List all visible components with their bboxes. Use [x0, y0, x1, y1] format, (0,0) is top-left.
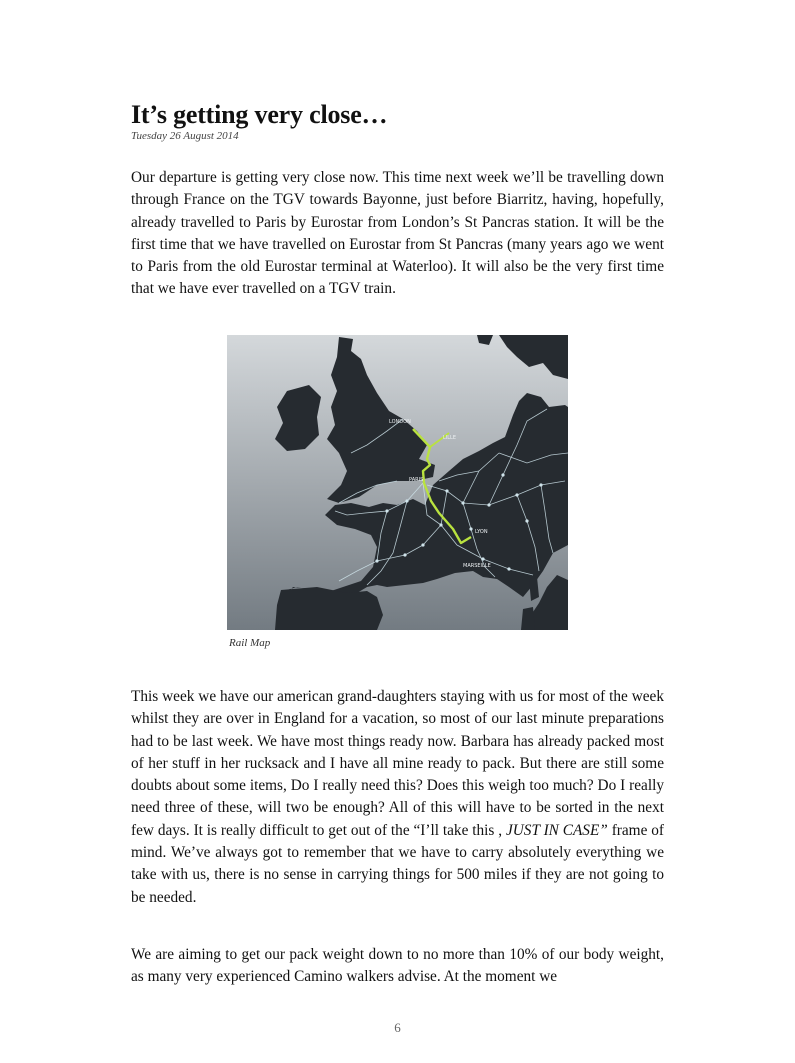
map-label-lille: LILLE: [443, 435, 456, 441]
just-in-case-phrase: JUST IN CASE”: [505, 821, 608, 839]
post-title: It’s getting very close…: [131, 100, 388, 129]
figure-caption: Rail Map: [229, 637, 271, 649]
map-label-lyon: LYON: [475, 529, 488, 535]
rail-map-image: [227, 335, 568, 630]
page-number: 6: [394, 1020, 401, 1035]
iberia-landmass: [275, 587, 383, 630]
map-label-marseille: MARSEILLE: [463, 563, 491, 569]
paragraph-departure: Our departure is getting very close now. This time next week we’ll be travelling down through France on the TGV towards Bayonne, just before Biarritz, having, hopefully, already travelled to Paris by Eurostar from London’s St Pancras station. It will be the first time that we have travelled on Eurostar from St Pancras (many years ago we went to Paris from the old Eurostar terminal at Waterloo). It will also be the very first time that we have ever travelled on a TGV train.: [131, 169, 664, 298]
preparations-text-before-quote: This week we have our american grand-daughters staying with us for most of the week whilst they are over in England for a vacation, so most of our last minute preparations had to be last week. We have most things ready now. Barbara has already packed most of her stuff in her rucksack and I have all mine ready to pack. But there are still some doubts about some items, Do I really need this? Does this weigh too much? Do I really need three of these, will two be enough? All of this will have to be sorted in the next few days. It is really difficult to get out of the “I’ll take this ,: [131, 688, 664, 839]
preparations-text-after-quote: frame of mind. We’ve always got to remember that we have to carry absolutely everything we take with us, there is no sense in carrying things for 500 miles if they are not going to be needed.: [131, 821, 665, 906]
post-date: Tuesday 26 August 2014: [131, 130, 239, 142]
map-label-london: LONDON: [389, 419, 411, 425]
map-label-paris: PARIS: [409, 477, 424, 483]
rail-map-figure: [227, 335, 568, 630]
paragraph-preparations: [131, 686, 664, 909]
paragraph-pack-weight: We are aiming to get our pack weight down to no more than 10% of our body weight, as many very experienced Camino walkers advise. At the moment we: [131, 946, 664, 986]
